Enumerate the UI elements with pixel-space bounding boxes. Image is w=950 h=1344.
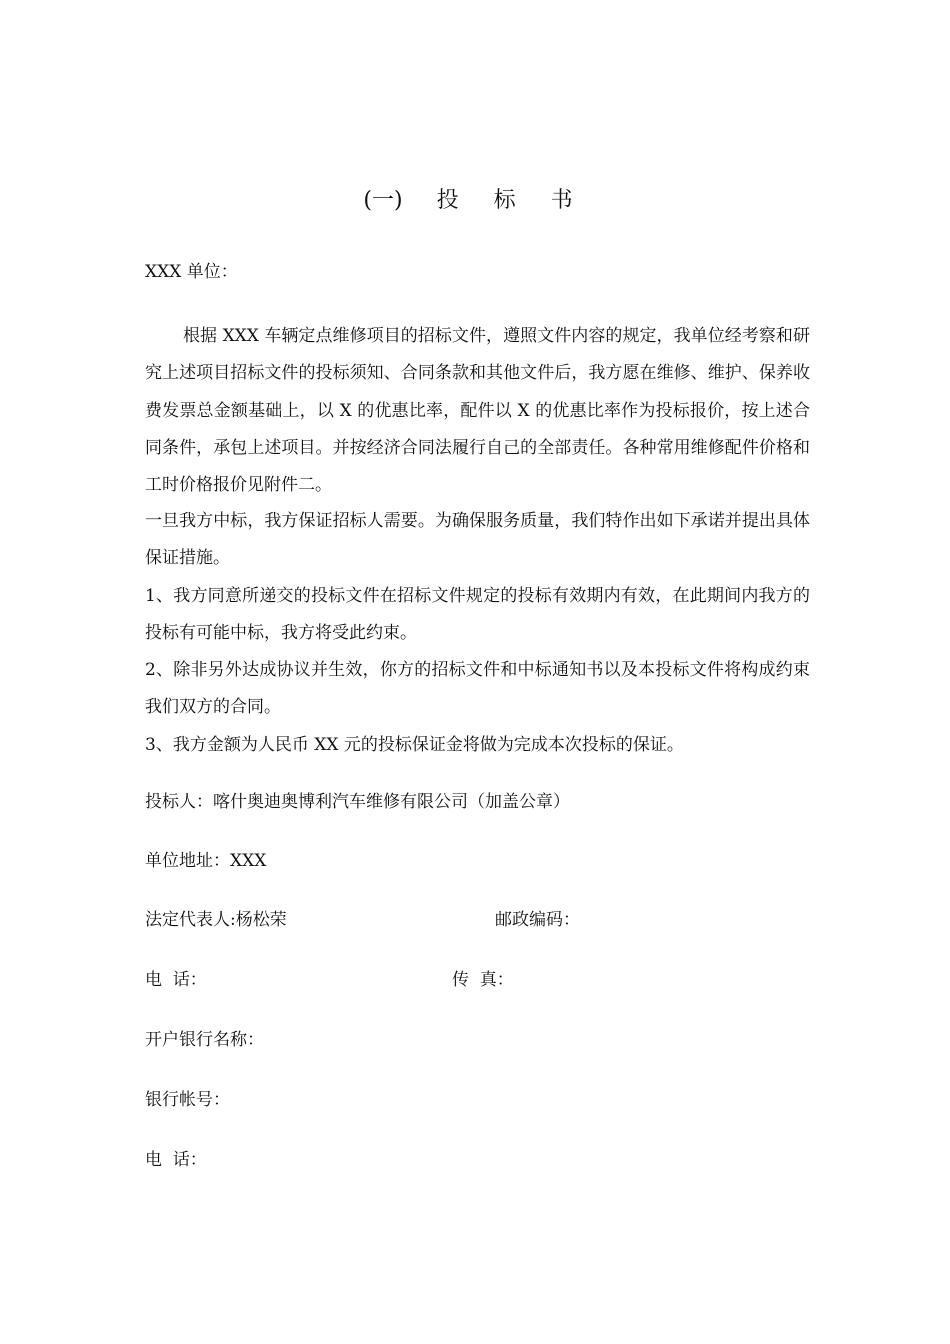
fax-label: 传 真： [452,970,514,990]
address-line: 单位地址：XXX [145,851,267,871]
legal-representative: 法定代表人:杨松荣 [145,910,287,930]
phone-label: 电 话： [145,970,207,990]
postal-code-label: 邮政编码： [495,910,580,930]
phone2-label: 电 话： [145,1150,207,1170]
title-number: (一) [363,188,403,213]
bidder-line: 投标人：喀什奥迪奥博利汽车维修有限公司（加盖公章） [145,792,570,812]
paragraph-commitment: 一旦我方中标，我方保证招标人需要。为确保服务质量，我们特作出如下承诺并提出具体保证措施。 [145,511,810,569]
addressee: XXX 单位： [145,262,238,282]
paragraph-item-1: 1、我方同意所递交的投标文件在招标文件规定的投标有效期内有效，在此期间内我方的投标有可能中标，我方将受此约束。 [145,586,810,644]
document-title [0,184,950,218]
paragraph-item-2: 2、除非另外达成协议并生效，你方的招标文件和中标通知书以及本投标文件将构成约束我们双方的合同。 [145,660,810,718]
paragraph-main: 根据 XXX 车辆定点维修项目的招标文件，遵照文件内容的规定，我单位经考察和研究上述项目招标文件的投标须知、合同条款和其他文件后，我方愿在维修、维护、保养收费发票总金额基础上，以 X 的优惠比率，配件以 X 的优惠比率作为投标报价，按上述合同条件，承包上述项目。并按经济合同法履行自己的全部责任。各种常用维修配件价格和工时价格报价见附件二。 [145,326,810,496]
paragraph-item-3: 3、我方金额为人民币 XX 元的投标保证金将做为完成本次投标的保证。 [145,735,684,755]
bank-account-label: 银行帐号： [145,1090,230,1110]
title-text: 投 标 书 [436,188,587,213]
bank-name-label: 开户银行名称： [145,1030,264,1050]
